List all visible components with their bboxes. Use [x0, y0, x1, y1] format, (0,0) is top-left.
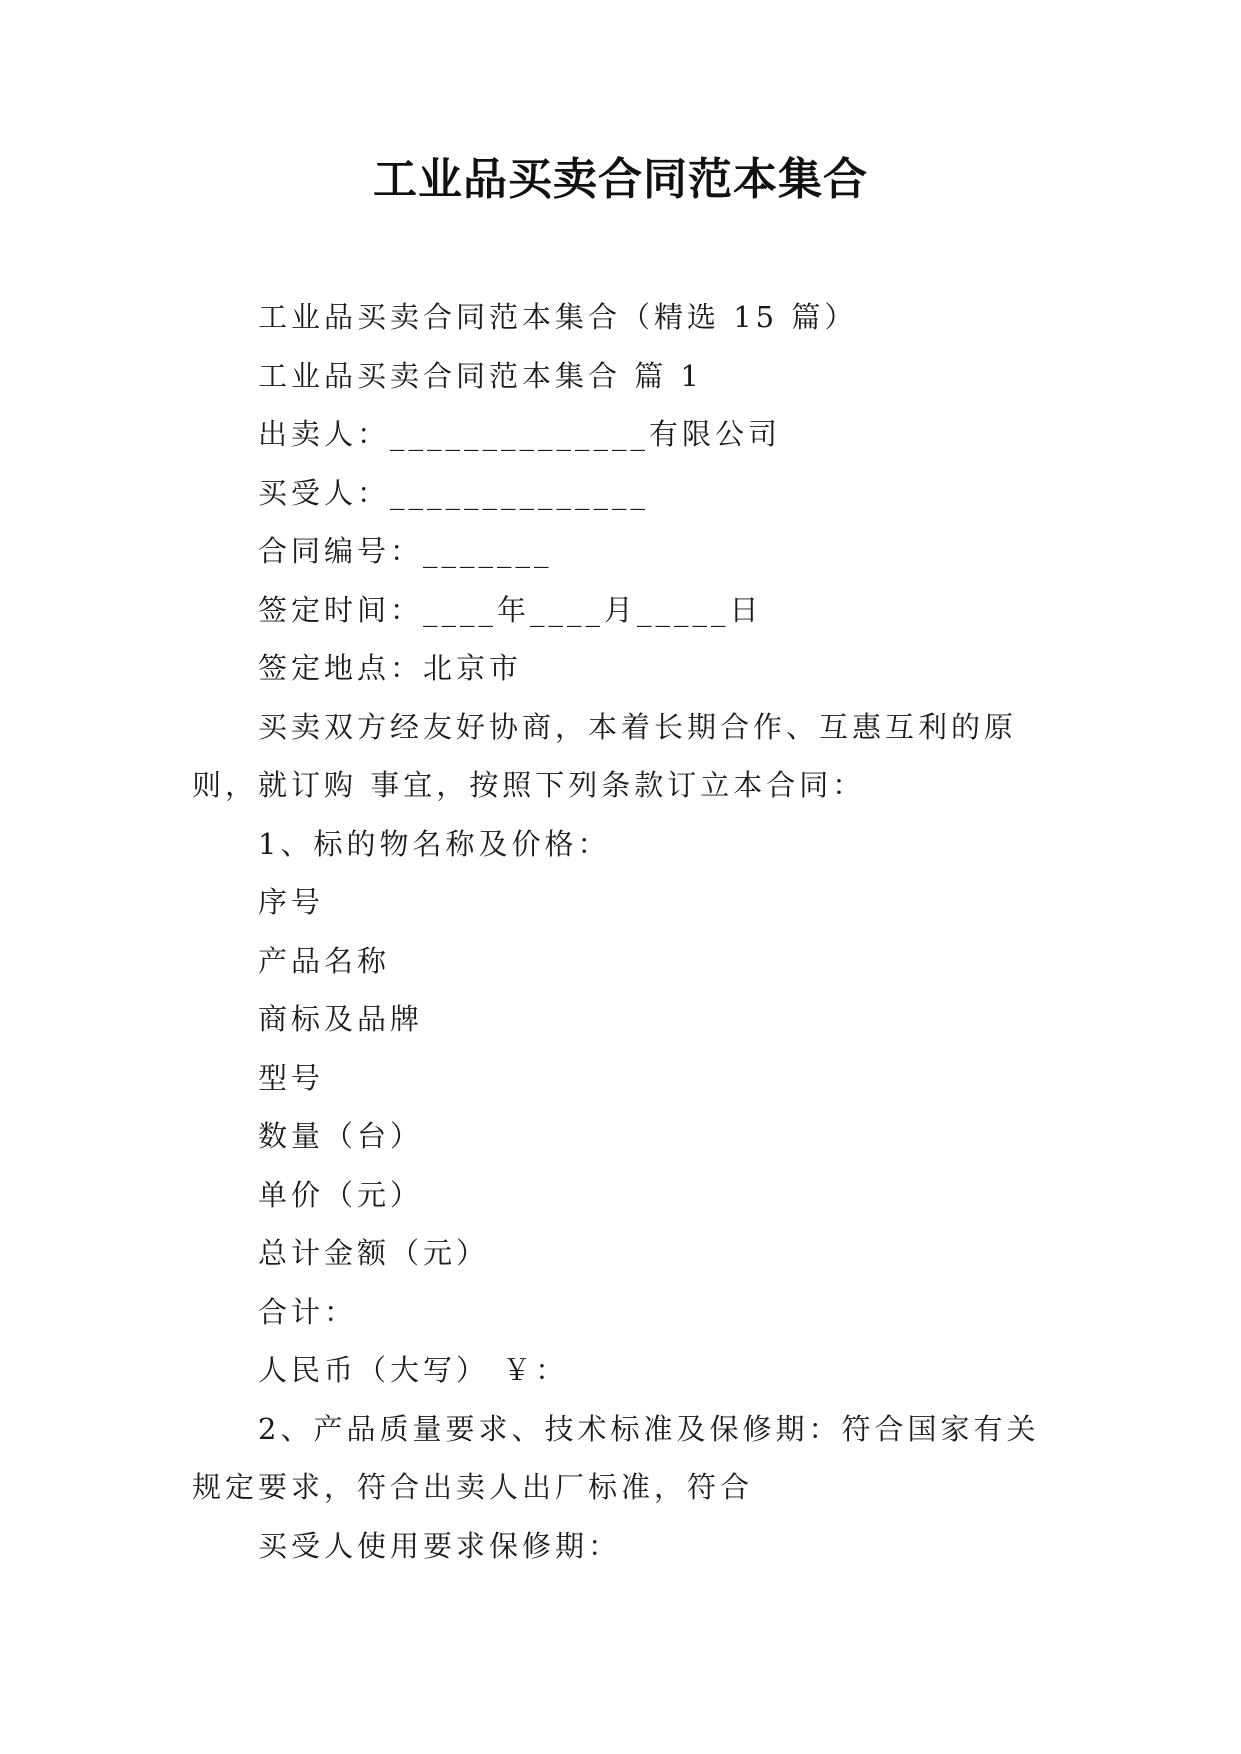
- paragraph-signing-place: 签定地点：北京市: [258, 651, 523, 685]
- paragraph-buyer: 买受人：______________: [258, 475, 650, 510]
- paragraph-item-brand: 商标及品牌: [258, 1002, 424, 1036]
- paragraph-clause-2: 2、产品质量要求、技术标准及保修期：符合国家有关规定要求，符合出卖人出厂标准，符合: [192, 1411, 1040, 1504]
- document-title: 工业品买卖合同范本集合: [373, 154, 868, 205]
- paragraph-seller: 出卖人：______________有限公司: [258, 417, 782, 451]
- paragraph-warranty: 买受人使用要求保修期：: [258, 1528, 622, 1563]
- paragraph-item-total: 总计金额（元）: [258, 1236, 490, 1270]
- paragraph-contract-number: 合同编号：_______: [258, 534, 553, 568]
- paragraph-signing-date: 签定时间：____年____月_____日: [258, 592, 763, 627]
- paragraph-item-unit-price: 单价（元）: [258, 1177, 424, 1212]
- paragraph-preamble: 买卖双方经友好协商，本着长期合作、互惠互利的原则，就订购 事宜，按照下列条款订立本合同：: [192, 709, 1018, 802]
- paragraph-item-model: 型号: [258, 1060, 325, 1095]
- document-body: [192, 288, 1062, 1575]
- paragraph-sum: 合计：: [258, 1294, 358, 1329]
- paragraph-section-heading: 工业品买卖合同范本集合 篇 1: [258, 358, 703, 393]
- paragraph-item-name: 产品名称: [258, 943, 391, 978]
- paragraph-item-quantity: 数量（台）: [258, 1119, 424, 1153]
- paragraph-clause-1: 1、标的物名称及价格：: [258, 826, 611, 861]
- paragraph-item-serial: 序号: [258, 885, 325, 919]
- paragraph-rmb: 人民币（大写） ￥：: [258, 1353, 569, 1387]
- paragraph-subtitle: 工业品买卖合同范本集合（精选 15 篇）: [258, 300, 858, 334]
